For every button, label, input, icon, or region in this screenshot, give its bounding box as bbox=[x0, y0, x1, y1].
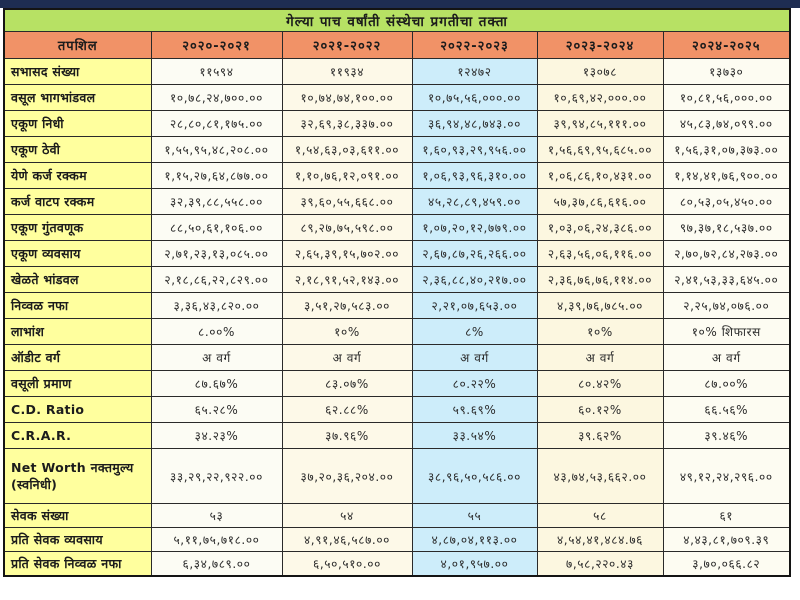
progress-table bbox=[3, 8, 791, 577]
cell-value: १,५६,३१,०७,३७३.०० bbox=[663, 137, 790, 163]
cell-value: २,६५,३९,१५,७०२.०० bbox=[282, 241, 412, 267]
cell-value: अ वर्ग bbox=[537, 345, 663, 371]
cell-value: ८% bbox=[412, 319, 537, 345]
cell-value: ८७.६७% bbox=[151, 371, 282, 397]
cell-value: २,४१,५३,३३,६४५.०० bbox=[663, 267, 790, 293]
cell-value: २,२१,०७,६५३.०० bbox=[412, 293, 537, 319]
table-row bbox=[4, 241, 790, 267]
cell-value: १२४७२ bbox=[412, 59, 537, 85]
cell-value: १०,८१,५६,०००.०० bbox=[663, 85, 790, 111]
cell-value: ३९,९४,८५,१११.०० bbox=[537, 111, 663, 137]
cell-value: १०,७४,७४,१००.०० bbox=[282, 85, 412, 111]
cell-value: ८८,५०,६१,१०६.०० bbox=[151, 215, 282, 241]
cell-value: ८७.००% bbox=[663, 371, 790, 397]
cell-value: अ वर्ग bbox=[282, 345, 412, 371]
table-row bbox=[4, 423, 790, 449]
row-label: प्रति सेवक निव्वळ नफा bbox=[4, 552, 151, 576]
cell-value: १,०७,२०,१२,७७९.०० bbox=[412, 215, 537, 241]
cell-value: १,१०,७६,१२,०९१.०० bbox=[282, 163, 412, 189]
table-row bbox=[4, 552, 790, 576]
cell-value: ३६,९४,४८,७४३.०० bbox=[412, 111, 537, 137]
cell-value: अ वर्ग bbox=[412, 345, 537, 371]
cell-value: ३९.६२% bbox=[537, 423, 663, 449]
cell-value: ६,५०,५१०.०० bbox=[282, 552, 412, 576]
cell-value: १०,६९,४२,०००.०० bbox=[537, 85, 663, 111]
cell-value: ५४ bbox=[282, 504, 412, 528]
cell-value: ५,११,७५,७१८.०० bbox=[151, 528, 282, 552]
table-row bbox=[4, 293, 790, 319]
cell-value: ५७,३७,८६,६१६.०० bbox=[537, 189, 663, 215]
cell-value: ४,९१,४६,५८७.०० bbox=[282, 528, 412, 552]
cell-value: ३९.४६% bbox=[663, 423, 790, 449]
table-row bbox=[4, 371, 790, 397]
page-title: गेल्या पाच वर्षांती संस्थेचा प्रगतीचा तक्ता bbox=[4, 9, 790, 32]
cell-value: १०% शिफारस bbox=[663, 319, 790, 345]
cell-value: १,१४,४१,७६,९००.०० bbox=[663, 163, 790, 189]
row-label: येणे कर्ज रक्कम bbox=[4, 163, 151, 189]
table-row bbox=[4, 189, 790, 215]
table-row bbox=[4, 528, 790, 552]
cell-value: २,१८,९१,५२,१४३.०० bbox=[282, 267, 412, 293]
cell-value: ४,५४,४१,४८४.७६ bbox=[537, 528, 663, 552]
cell-value: ३,७०,०६६.८२ bbox=[663, 552, 790, 576]
column-header-details: तपशिल bbox=[4, 32, 151, 59]
row-label: एकूण निधी bbox=[4, 111, 151, 137]
cell-value: १,५५,९५,४८,२०८.०० bbox=[151, 137, 282, 163]
cell-value: ३७.९६% bbox=[282, 423, 412, 449]
row-label: एकूण ठेवी bbox=[4, 137, 151, 163]
cell-value: १०% bbox=[537, 319, 663, 345]
cell-value: ८३.०७% bbox=[282, 371, 412, 397]
row-label: एकूण व्यवसाय bbox=[4, 241, 151, 267]
cell-value: ८९,२७,७५,५९८.०० bbox=[282, 215, 412, 241]
cell-value: १,५४,६३,०३,६११.०० bbox=[282, 137, 412, 163]
cell-value: १,०३,०६,२४,३८६.०० bbox=[537, 215, 663, 241]
table-row bbox=[4, 111, 790, 137]
cell-value: अ वर्ग bbox=[151, 345, 282, 371]
cell-value: १,५६,६९,९५,६८५.०० bbox=[537, 137, 663, 163]
column-header-year-2: २०२१-२०२२ bbox=[282, 32, 412, 59]
cell-value: ४३,७४,५३,६६२.०० bbox=[537, 449, 663, 504]
cell-value: ९७,३७,१८,५३७.०० bbox=[663, 215, 790, 241]
cell-value: ५३ bbox=[151, 504, 282, 528]
cell-value: २८,८०,८१,१७५.०० bbox=[151, 111, 282, 137]
column-header-year-3: २०२२-२०२३ bbox=[412, 32, 537, 59]
column-header-year-5: २०२४-२०२५ bbox=[663, 32, 790, 59]
row-label: Net Worth नक्तमुल्य (स्वनिधी) bbox=[4, 449, 151, 504]
row-label: सभासद संख्या bbox=[4, 59, 151, 85]
cell-value: २,३६,८८,४०,२१७.०० bbox=[412, 267, 537, 293]
cell-value: १,६०,९३,२९,९५६.०० bbox=[412, 137, 537, 163]
cell-value: ६१ bbox=[663, 504, 790, 528]
cell-value: ५८ bbox=[537, 504, 663, 528]
column-header-year-1: २०२०-२०२१ bbox=[151, 32, 282, 59]
row-label: प्रति सेवक व्यवसाय bbox=[4, 528, 151, 552]
cell-value: १३०७८ bbox=[537, 59, 663, 85]
cell-value: ४,८७,०४,११३.०० bbox=[412, 528, 537, 552]
cell-value: ३३.५४% bbox=[412, 423, 537, 449]
table-row bbox=[4, 504, 790, 528]
row-label: कर्ज वाटप रक्कम bbox=[4, 189, 151, 215]
cell-value: ४,४३,८१,७०९.३९ bbox=[663, 528, 790, 552]
cell-value: ४,०१,९५७.०० bbox=[412, 552, 537, 576]
cell-value: १०,७५,५६,०००.०० bbox=[412, 85, 537, 111]
cell-value: ६६.५६% bbox=[663, 397, 790, 423]
cell-value: ४५,८३,७४,०९९.०० bbox=[663, 111, 790, 137]
cell-value: ५५ bbox=[412, 504, 537, 528]
row-label: वसूली प्रमाण bbox=[4, 371, 151, 397]
cell-value: ६,३४,७८९.०० bbox=[151, 552, 282, 576]
column-header-year-4: २०२३-२०२४ bbox=[537, 32, 663, 59]
year-header-row bbox=[4, 32, 790, 59]
table-row bbox=[4, 345, 790, 371]
row-label: एकूण गुंतवणूक bbox=[4, 215, 151, 241]
table-row bbox=[4, 163, 790, 189]
table-row bbox=[4, 59, 790, 85]
cell-value: १,१५,२७,६४,८७७.०० bbox=[151, 163, 282, 189]
cell-value: ३३,२९,२२,९२२.०० bbox=[151, 449, 282, 504]
table-row bbox=[4, 85, 790, 111]
cell-value: ४९,१२,२४,२९६.०० bbox=[663, 449, 790, 504]
table-row bbox=[4, 137, 790, 163]
cell-value: ५९.६९% bbox=[412, 397, 537, 423]
cell-value: ३२,६९,३८,३३७.०० bbox=[282, 111, 412, 137]
row-label: ऑडीट वर्ग bbox=[4, 345, 151, 371]
row-label: निव्वळ नफा bbox=[4, 293, 151, 319]
row-label: C.D. Ratio bbox=[4, 397, 151, 423]
cell-value: १३७३० bbox=[663, 59, 790, 85]
row-label: खेळते भांडवल bbox=[4, 267, 151, 293]
row-label: लाभांश bbox=[4, 319, 151, 345]
cell-value: १,०६,९३,९६,३१०.०० bbox=[412, 163, 537, 189]
scan-top-edge-strip bbox=[0, 0, 800, 8]
cell-value: ७,५८,२२०.४३ bbox=[537, 552, 663, 576]
cell-value: ३७,२०,३६,२०४.०० bbox=[282, 449, 412, 504]
row-label: C.R.A.R. bbox=[4, 423, 151, 449]
cell-value: ३९,६०,५५,६६८.०० bbox=[282, 189, 412, 215]
cell-value: ११९३४ bbox=[282, 59, 412, 85]
cell-value: २,६३,५६,०६,११६.०० bbox=[537, 241, 663, 267]
table-row bbox=[4, 449, 790, 504]
cell-value: ८०.४२% bbox=[537, 371, 663, 397]
row-label: सेवक संख्या bbox=[4, 504, 151, 528]
cell-value: १०,७८,२४,७००.०० bbox=[151, 85, 282, 111]
cell-value: २,२५,७४,०७६.०० bbox=[663, 293, 790, 319]
cell-value: २,७०,७२,८४,२७३.०० bbox=[663, 241, 790, 267]
cell-value: ३,५१,२७,५८३.०० bbox=[282, 293, 412, 319]
cell-value: ८०.२२% bbox=[412, 371, 537, 397]
cell-value: २,७१,२३,१३,०८५.०० bbox=[151, 241, 282, 267]
cell-value: ३४.२३% bbox=[151, 423, 282, 449]
table-row bbox=[4, 397, 790, 423]
row-label: वसूल भागभांडवल bbox=[4, 85, 151, 111]
cell-value: ८.००% bbox=[151, 319, 282, 345]
cell-value: ८०,५३,०५,४५०.०० bbox=[663, 189, 790, 215]
cell-value: २,१८,८६,२२,८२९.०० bbox=[151, 267, 282, 293]
table-row bbox=[4, 319, 790, 345]
cell-value: ६५.२८% bbox=[151, 397, 282, 423]
cell-value: ४,३९,७६,७८५.०० bbox=[537, 293, 663, 319]
cell-value: ६०.१२% bbox=[537, 397, 663, 423]
cell-value: ३२,३९,८८,५५८.०० bbox=[151, 189, 282, 215]
table-row bbox=[4, 215, 790, 241]
cell-value: ३८,९६,५०,५८६.०० bbox=[412, 449, 537, 504]
cell-value: १,०६,८६,१०,४३१.०० bbox=[537, 163, 663, 189]
cell-value: २,३६,७६,७६,११४.०० bbox=[537, 267, 663, 293]
table-row bbox=[4, 267, 790, 293]
cell-value: ४५,२८,८९,४५९.०० bbox=[412, 189, 537, 215]
cell-value: १०% bbox=[282, 319, 412, 345]
cell-value: २,६७,८७,२६,२६६.०० bbox=[412, 241, 537, 267]
cell-value: ६२.८८% bbox=[282, 397, 412, 423]
table-title-row bbox=[4, 9, 790, 32]
cell-value: ११५९४ bbox=[151, 59, 282, 85]
cell-value: ३,३६,४३,८२०.०० bbox=[151, 293, 282, 319]
cell-value: अ वर्ग bbox=[663, 345, 790, 371]
